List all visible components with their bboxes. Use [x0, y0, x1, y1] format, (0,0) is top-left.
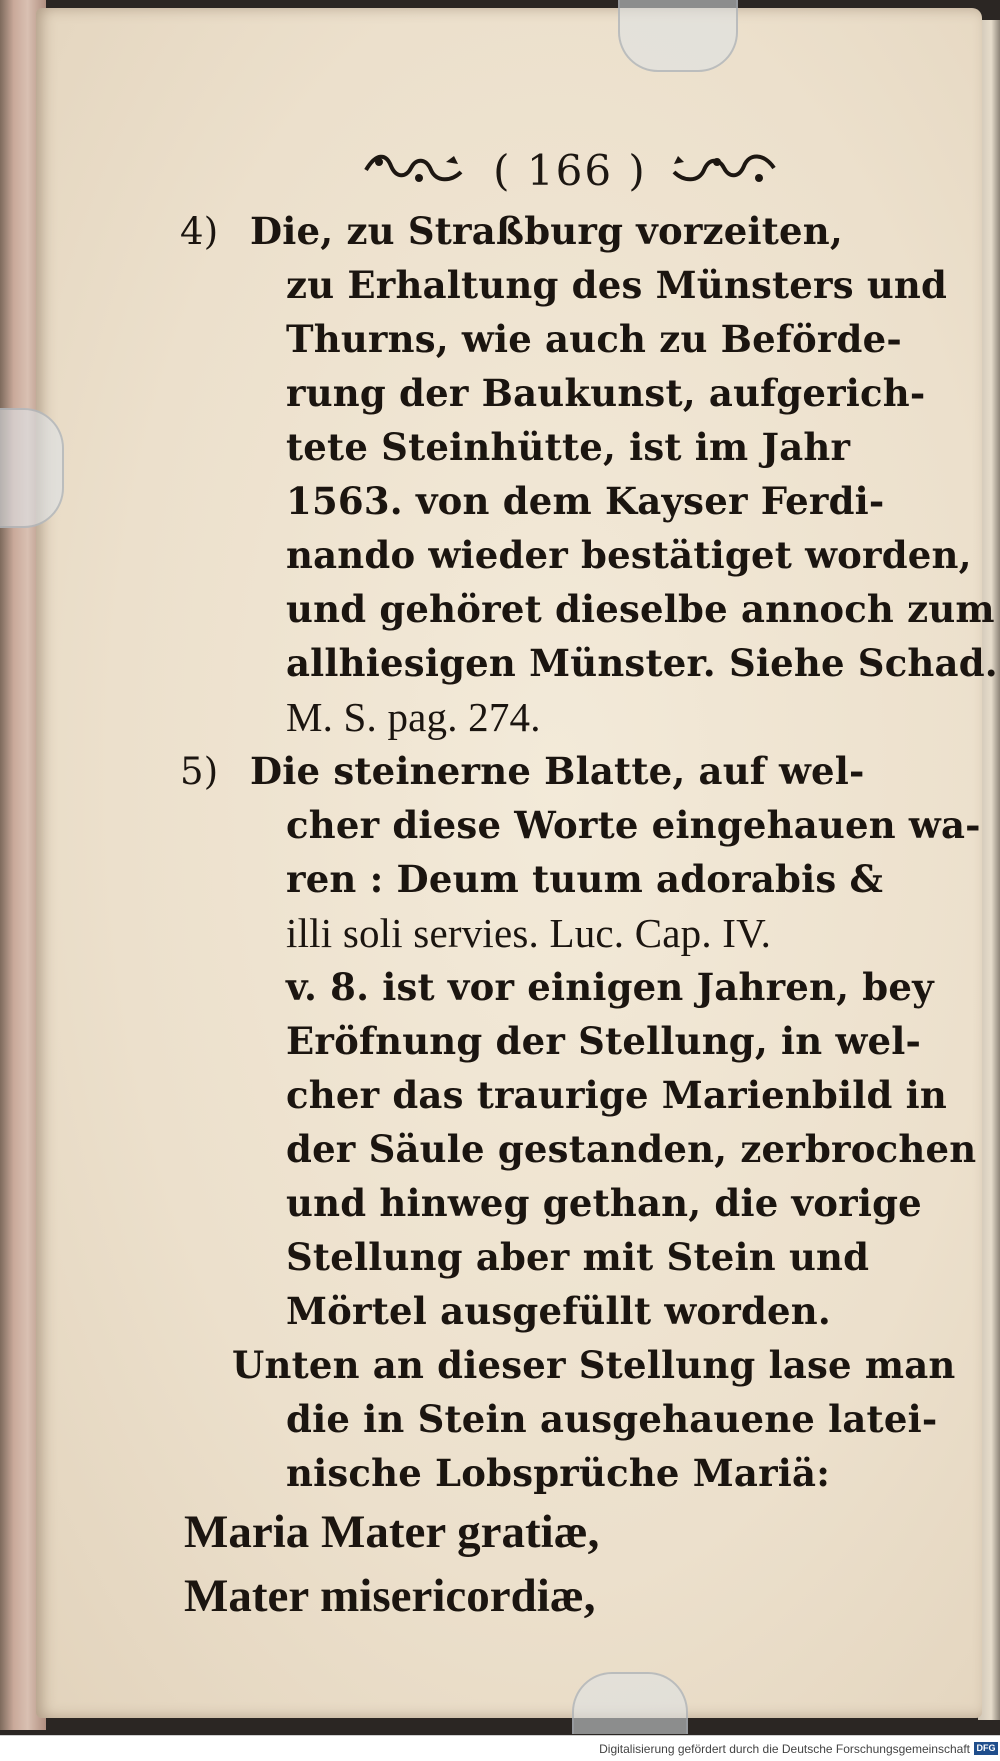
text-line: Thurns, wie auch zu Beförde- [286, 317, 902, 361]
text-block [180, 204, 998, 1628]
page-number: ( 166 ) [493, 145, 647, 195]
text-line: Stellung aber mit Stein und [286, 1235, 870, 1279]
paragraph-line: Unten an dieser Stellung lase man [232, 1343, 956, 1387]
text-line: Eröfnung der Stellung, in wel- [286, 1019, 922, 1063]
text-line: der Säule gestanden, zerbrochen [286, 1127, 977, 1171]
text-line: Mörtel ausgefüllt worden. [286, 1289, 831, 1333]
page-header [320, 140, 820, 200]
line-text: Die steinerne Blatte, auf wel- [250, 749, 865, 793]
text-line: cher diese Worte eingehauen wa- [286, 803, 981, 847]
line-text: Die, zu Straßburg vorzeiten, [250, 209, 843, 253]
text-line: 1563. von dem Kayser Ferdi- [286, 479, 885, 523]
text-line: v. 8. ist vor einigen Jahren, bey [286, 965, 934, 1009]
text-line: nando wieder bestätiget worden, [286, 533, 972, 577]
text-line [180, 204, 950, 258]
text-line: illi soli servies. Luc. Cap. IV. [286, 910, 772, 956]
latin-line: Maria Mater gratiæ, [184, 1506, 600, 1558]
text-line: tete Steinhütte, ist im Jahr [286, 425, 851, 469]
ornament-right-icon [669, 148, 779, 192]
footer-credit: Digitalisierung gefördert durch die Deutsche Forschungsgemeinschaft [599, 1742, 970, 1756]
paragraph-line: nische Lobsprüche Mariä: [286, 1451, 831, 1495]
text-line [180, 744, 950, 798]
item-number: 5) [180, 750, 219, 793]
footer-bar [0, 1735, 1000, 1761]
text-line: zu Erhaltung des Münsters und [286, 263, 948, 307]
page-clip-left [0, 408, 64, 528]
item-number: 4) [180, 210, 219, 253]
latin-line: Mater misericordiæ, [184, 1570, 596, 1622]
text-line: und gehöret dieselbe annoch zum [286, 587, 995, 631]
text-line: cher das traurige Marienbild in [286, 1073, 948, 1117]
paragraph-line: die in Stein ausgehauene latei- [286, 1397, 938, 1441]
text-line: allhiesigen Münster. Siehe Schad. [286, 641, 998, 685]
page-clip-top [618, 0, 738, 72]
text-line: rung der Baukunst, aufgerich- [286, 371, 926, 415]
text-line: ren : Deum tuum adorabis & [286, 857, 884, 901]
text-line: M. S. pag. 274. [286, 694, 541, 740]
text-line: und hinweg gethan, die vorige [286, 1181, 922, 1225]
dfg-logo: DFG [974, 1742, 998, 1755]
ornament-left-icon [361, 148, 471, 192]
page-clip-bottom [572, 1672, 688, 1734]
